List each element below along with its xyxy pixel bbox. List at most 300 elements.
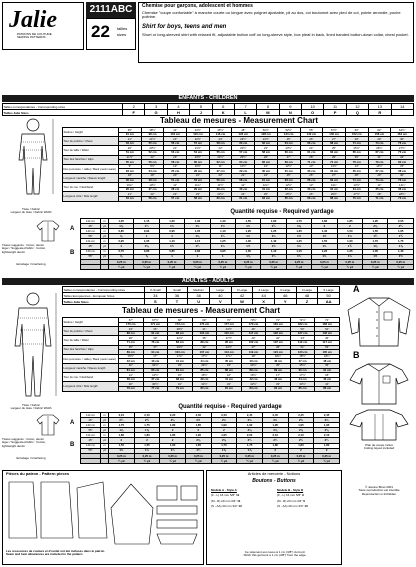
pattern-pieces-box	[2, 470, 204, 565]
measure-cell: 71½"	[290, 318, 315, 323]
interfacing-cell: ¼ yd	[134, 264, 159, 269]
aletter: U	[188, 299, 210, 305]
measure-cell: 85 cm	[192, 368, 217, 373]
measure-cell: 57 cm	[232, 150, 255, 155]
measure-cell: 84 cm	[266, 386, 291, 391]
yardage-cell: 1,95	[314, 423, 340, 428]
measure-cell: 27 cm	[209, 169, 232, 174]
copyright-line3: Reproduction is forbidden	[361, 491, 397, 496]
measure-cell: 70"	[217, 318, 242, 323]
pattern-pieces-title: Pièces du patron - Pattern pieces	[6, 471, 70, 476]
measure-cell: 17"	[266, 373, 291, 378]
interfacing-cell: 0,25 m	[314, 453, 340, 458]
yardage-cell: m	[101, 249, 109, 254]
yardage-cell: 1½	[236, 244, 261, 249]
measure-cell: 22"	[141, 155, 164, 160]
measure-cell: 14"	[119, 373, 144, 378]
interfacing-cell: 0,25 m	[388, 259, 414, 264]
aletter: Z	[296, 299, 318, 305]
measure-cell: 56 cm	[141, 196, 164, 201]
measure-cell: 76 cm	[391, 141, 414, 146]
measure-cell: 67½"	[143, 318, 168, 323]
measure-cell: 22"	[164, 192, 187, 197]
measure-cell: 130 cm	[290, 350, 315, 355]
view-a-label: A	[353, 284, 360, 294]
yardage-cell: 1,55	[363, 229, 388, 234]
measure-label: Tour de poitrine / Chest	[63, 137, 119, 146]
measure-cell: 62 cm	[255, 141, 278, 146]
measure-cell: 52"	[315, 327, 340, 332]
measure-cell: 25"	[277, 173, 300, 178]
measure-cell: 16½"	[119, 354, 144, 359]
measure-cell: 88 cm	[241, 368, 266, 373]
yardage-cell: 1,55	[109, 443, 135, 448]
yardage-cell: 2¼	[262, 438, 288, 443]
measure-cell: 10"	[164, 164, 187, 169]
model-a-box	[211, 489, 273, 509]
measure-cell: 55 cm	[209, 150, 232, 155]
measure-cell: 69"	[192, 318, 217, 323]
yardage-cell: 2⅛	[185, 438, 211, 443]
measure-cell: 67"	[119, 318, 144, 323]
measure-cell: 29 cm	[187, 187, 210, 192]
yardage-cell: 1,70	[363, 239, 388, 244]
eu: 46	[274, 293, 296, 299]
yardage-cell: 1⅔	[134, 448, 160, 453]
yardage-cell: 1,10	[210, 229, 235, 234]
yardage-cell: 1⅓	[236, 234, 261, 239]
adults-fabric-suggest: Tissus suggérés : Coton, denim léger / Suggested fabric : Cotton, lightweight denim	[2, 437, 46, 448]
cs: 8	[257, 104, 279, 110]
measure-cell: 170 cm	[119, 322, 144, 327]
measure-cell: 71 cm	[345, 178, 368, 183]
measure-cell: 53 cm	[187, 178, 210, 183]
children-view-a: A	[70, 226, 75, 232]
measure-cell: 128 cm	[255, 132, 278, 137]
interfacing-cell: ¼ yd	[109, 264, 134, 269]
measure-cell: 146 cm	[323, 132, 346, 137]
measure-cell: 14½"	[368, 164, 391, 169]
measure-cell: 89 cm	[119, 350, 144, 355]
yardage-cell: 1,40	[312, 229, 337, 234]
measure-cell: 30"	[391, 137, 414, 142]
yardage-cell: 1,30	[363, 249, 388, 254]
measure-cell: 23"	[209, 137, 232, 142]
measure-cell: 135 cm	[315, 350, 340, 355]
children-fabric-col-head: Tissu / Fabric Largeur du tissu / Fabric Width	[10, 207, 52, 215]
yardage-cell: m	[101, 413, 109, 418]
view-b-label: B	[353, 350, 360, 360]
measure-cell: 27½"	[345, 192, 368, 197]
interfacing-cell: ¼ yd	[185, 264, 210, 269]
measure-cell: 57 cm	[164, 196, 187, 201]
measure-cell: 64½"	[391, 128, 414, 133]
measure-cell: 83 cm	[143, 368, 168, 373]
measure-cell: 50½"	[255, 128, 278, 133]
yardage-cell: 1,10	[261, 249, 286, 254]
measure-label: Tour de taille / Waist	[63, 336, 119, 345]
yardage-cell: 1,45	[286, 239, 311, 244]
measure-cell: 27"	[277, 155, 300, 160]
yardage-cell: 2⅔	[288, 418, 314, 423]
yardage-cell: yd	[101, 428, 109, 433]
measure-cell: 10½"	[141, 183, 164, 188]
measure-cell: 26"	[300, 173, 323, 178]
measure-cell: 57½"	[323, 128, 346, 133]
measure-cell: 183 cm	[315, 322, 340, 327]
measure-cell: 175 cm	[192, 322, 217, 327]
yardage-cell: 1,85	[337, 219, 362, 224]
measure-cell: 42 cm	[119, 359, 144, 364]
measure-cell: 28½"	[391, 192, 414, 197]
brand-logo: Jalie	[9, 7, 57, 33]
measure-cell: 23½"	[187, 155, 210, 160]
measure-cell: 12"	[232, 183, 255, 188]
yardage-cell: 1⅛	[236, 254, 261, 259]
yardage-cell: 2¼	[134, 418, 160, 423]
measure-cell: 20"	[119, 146, 142, 151]
measure-cell: 83 cm	[241, 386, 266, 391]
interfacing-cell: 0,25 m	[109, 259, 134, 264]
brand-sub2: SEWING PATTERNS	[17, 35, 46, 40]
yardage-cell: 1,30	[185, 219, 210, 224]
measure-label: Tour du cou / Neckband	[63, 373, 119, 382]
measure-cell: 62"	[368, 128, 391, 133]
measure-cell: 34 cm	[345, 187, 368, 192]
measure-cell: 51"	[290, 345, 315, 350]
measure-cell: 68"	[168, 318, 193, 323]
yardage-cell: m	[101, 229, 109, 234]
yardage-cell: 1,15	[286, 249, 311, 254]
measure-cell: 95 cm	[217, 340, 242, 345]
measure-cell: 25"	[255, 192, 278, 197]
measure-cell: 24"	[255, 173, 278, 178]
measure-cell: 29 cm	[209, 187, 232, 192]
yardage-cell: 2⅛	[262, 428, 288, 433]
measure-cell: 32½"	[168, 336, 193, 341]
yardage-cell: 1¼	[185, 244, 210, 249]
adults-chart-title: Tableau de mesures - Measurement Chart	[121, 306, 281, 315]
yardage-cell: 2⅛	[211, 438, 237, 443]
yardage-cell: 2⅔	[211, 418, 237, 423]
measure-label: Longueur côté / Side length	[63, 192, 119, 201]
children-jalie-label: Tailles Jalie Sizes	[3, 110, 123, 116]
yardage-cell: 140 cm	[81, 229, 101, 234]
eu: 48	[296, 293, 318, 299]
measure-cell: 48 cm	[315, 359, 340, 364]
measure-cell: 37 cm	[368, 169, 391, 174]
yardage-cell: 2,10	[262, 433, 288, 438]
children-band: ENFANTS - CHILDREN	[2, 95, 414, 102]
measure-cell: 38½"	[168, 327, 193, 332]
yardage-cell: 1⅛	[134, 244, 159, 249]
eu: 34	[145, 293, 167, 299]
measure-cell: 79 cm	[168, 386, 193, 391]
interfacing-cell: 0,25 m	[185, 453, 211, 458]
measure-cell: 23"	[164, 155, 187, 160]
measure-cell: 42"	[266, 336, 291, 341]
measure-cell: 58 cm	[187, 196, 210, 201]
yardage-cell: yd	[101, 234, 109, 239]
measure-cell: 158 cm	[368, 132, 391, 137]
desc-fr: Chemise "coupe confortable" à manche courte ou longue avec poignet ajustable, pli au dos, col boutonné avec pied de col, pointe arrondie, poche poitrine.	[142, 9, 401, 20]
measure-cell: 102 cm	[241, 340, 266, 345]
measure-cell: 15½"	[192, 373, 217, 378]
measure-cell: 122 cm	[266, 331, 291, 336]
measure-cell: 29 cm	[232, 169, 255, 174]
measure-cell: 37½"	[217, 336, 242, 341]
measure-cell: 23½"	[209, 192, 232, 197]
measure-cell: 89 cm	[266, 368, 291, 373]
notions-title: Articles de mercerie - Notions	[247, 471, 301, 476]
measure-cell: 15"	[391, 164, 414, 169]
measure-label: Tour de taille / Waist	[63, 146, 119, 155]
yardage-cell: 1	[185, 254, 210, 259]
measure-cell: 34½"	[241, 363, 266, 368]
letter: R	[369, 110, 391, 116]
yardage-cell: 1,85	[185, 423, 211, 428]
measure-cell: 33 cm	[300, 169, 323, 174]
yardage-cell: yd	[101, 244, 109, 249]
yardage-cell: 2	[134, 438, 160, 443]
yardage-cell: 0,90	[185, 249, 210, 254]
yardage-cell: 2,10	[288, 433, 314, 438]
measure-cell: 179 cm	[241, 322, 266, 327]
yardage-cell: 1,80	[288, 443, 314, 448]
measure-cell: 134 cm	[277, 132, 300, 137]
yardage-cell: 114 cm	[81, 433, 101, 438]
measure-cell: 14½"	[143, 373, 168, 378]
yardage-cell: 1,95	[288, 423, 314, 428]
measure-cell: 181 cm	[266, 322, 291, 327]
yardage-cell: 140 cm	[81, 423, 101, 428]
measure-cell: 132 cm	[315, 331, 340, 336]
aletter: X	[253, 299, 275, 305]
yardage-cell: 1,50	[337, 229, 362, 234]
letter: O	[302, 110, 324, 116]
yardage-cell: 2,10	[109, 413, 135, 418]
measure-cell: 17½"	[192, 354, 217, 359]
measure-cell: 25"	[277, 137, 300, 142]
measure-cell: 41"	[192, 327, 217, 332]
yardage-cell: 1,75	[109, 423, 135, 428]
measure-cell: 66 cm	[300, 141, 323, 146]
yardage-cell: 1,20	[159, 219, 184, 224]
yardage-cell: 2,45	[314, 413, 340, 418]
adults-interfacing-label: Entoilage / Interfacing	[16, 456, 46, 460]
adults-view-b: B	[70, 442, 75, 448]
measure-cell: 117 cm	[241, 331, 266, 336]
measure-cell: 69 cm	[323, 178, 346, 183]
measure-cell: 16½"	[241, 373, 266, 378]
measure-label: Tour des hanches / Hips	[63, 155, 119, 164]
measure-cell: 70 cm	[391, 150, 414, 155]
yardage-cell: 1⅔	[236, 224, 261, 229]
measure-cell: 36 cm	[119, 377, 144, 382]
yardage-cell: 2,45	[288, 413, 314, 418]
measure-cell: 46"	[315, 336, 340, 341]
measure-cell: 39½"	[168, 345, 193, 350]
interfacing-cell: ¼ yd	[261, 264, 286, 269]
measure-cell: 80 cm	[192, 386, 217, 391]
shirt-view-a-illustration	[344, 296, 414, 348]
measure-cell: 110 cm	[217, 331, 242, 336]
yardage-cell: 1½	[363, 254, 388, 259]
adult-figure-illustration	[6, 290, 60, 400]
measure-cell: 65 cm	[277, 196, 300, 201]
model-b-title: Modèle B - Style B	[277, 488, 304, 492]
copyright-box	[344, 486, 414, 496]
measure-cell: 63 cm	[277, 178, 300, 183]
measure-cell: 43 cm	[266, 377, 291, 382]
cs: 11	[324, 104, 346, 110]
measure-cell: 64 cm	[277, 141, 300, 146]
measure-cell: 41"	[164, 128, 187, 133]
measure-cell: 112 cm	[290, 340, 315, 345]
measure-cell: 25"	[323, 146, 346, 151]
measure-cell: 31"	[368, 155, 391, 160]
measure-cell: 98 cm	[168, 331, 193, 336]
yardage-cell: 1,20	[312, 249, 337, 254]
measure-cell: 27 cm	[141, 187, 164, 192]
measure-cell: 26 cm	[187, 169, 210, 174]
copyright-line2: Toute reproduction est interdite	[358, 488, 400, 493]
measure-cell: 119 cm	[241, 350, 266, 355]
yardage-cell: 1,75	[237, 443, 263, 448]
yardage-cell: 114 cm	[81, 239, 101, 244]
measure-cell: 38 cm	[168, 377, 193, 382]
measure-cell: 21½"	[141, 137, 164, 142]
as: Large	[209, 287, 231, 293]
measure-cell: 110 cm	[187, 132, 210, 137]
adults-jalie-label: Tailles Jalie Sizes	[63, 299, 145, 305]
measure-cell: 52 cm	[141, 150, 164, 155]
measure-cell: 52½"	[277, 128, 300, 133]
measure-cell: 20½"	[141, 146, 164, 151]
measure-cell: 29"	[368, 137, 391, 142]
letter: H	[167, 110, 189, 116]
yardage-cell: 1,75	[134, 423, 160, 428]
yardage-cell: 1⅔	[312, 244, 337, 249]
yardage-cell: 1	[210, 254, 235, 259]
yardage-cell: 1,25	[261, 229, 286, 234]
adults-measurement-table	[62, 317, 340, 392]
measure-cell: 104 cm	[192, 331, 217, 336]
measure-cell: 63 cm	[323, 150, 346, 155]
measure-cell: 58 cm	[255, 150, 278, 155]
yardage-cell: 2,20	[160, 413, 186, 418]
measure-cell: 86 cm	[217, 368, 242, 373]
measure-cell: 44 cm	[192, 359, 217, 364]
pattern-pieces-illustration	[3, 478, 203, 550]
measure-cell: 71 cm	[119, 340, 144, 345]
measure-cell: 89 cm	[192, 340, 217, 345]
measure-cell: 72"	[315, 318, 340, 323]
yardage-cell: 2⅔	[314, 418, 340, 423]
measure-cell: 21"	[164, 146, 187, 151]
measure-cell: 13"	[300, 164, 323, 169]
measure-cell: 25½"	[232, 155, 255, 160]
measure-cell: 74 cm	[368, 141, 391, 146]
measure-cell: 23½"	[277, 146, 300, 151]
measure-cell: 33½"	[192, 363, 217, 368]
yardage-cell: 0,80	[134, 249, 159, 254]
yardage-cell: yd	[101, 254, 109, 259]
yardage-cell: 1	[159, 254, 184, 259]
measure-cell: 48"	[232, 128, 255, 133]
measure-cell: 11"	[164, 183, 187, 188]
yardage-cell: 1⅛	[185, 234, 210, 239]
interfacing-cell: ¼ yd	[288, 458, 314, 463]
eu: 42	[231, 293, 253, 299]
yardage-cell: 2,10	[134, 413, 160, 418]
cs: 2	[123, 104, 145, 110]
measure-cell: 16"	[217, 373, 242, 378]
yardage-cell: 1,80	[109, 433, 135, 438]
measure-cell: 68 cm	[323, 141, 346, 146]
yardage-cell: 45"	[81, 438, 101, 443]
yardage-cell: 2	[337, 224, 362, 229]
measure-cell: 49"	[266, 345, 291, 350]
measure-cell: 10¼"	[119, 183, 142, 188]
measure-cell: 30"	[119, 382, 144, 387]
measure-cell: 28"	[119, 336, 144, 341]
yardage-cell: 1¼	[134, 224, 159, 229]
measure-cell: 70½"	[241, 318, 266, 323]
measure-cell: 34"	[119, 327, 144, 332]
measure-cell: 11¼"	[187, 183, 210, 188]
yardage-cell: 1,80	[262, 443, 288, 448]
letter: G	[145, 110, 167, 116]
measure-cell: 177 cm	[217, 322, 242, 327]
yardage-cell: 2¼	[314, 438, 340, 443]
interfacing-cell: 0,25 m	[185, 259, 210, 264]
as: Medium	[188, 287, 210, 293]
adults-yardage-title: Quantité requise - Required yardage	[178, 404, 282, 410]
measure-cell: 35"	[119, 345, 144, 350]
eu: 50	[318, 293, 340, 299]
measure-label: Longueur côté / Side length	[63, 382, 119, 391]
measure-cell: 127 cm	[290, 331, 315, 336]
interfacing-cell: 0,25 m	[261, 259, 286, 264]
yardage-cell: 1	[159, 234, 184, 239]
size-count: 22	[91, 22, 110, 41]
yardage-cell: 1	[109, 244, 134, 249]
measure-cell: 46"	[241, 327, 266, 332]
interfacing-cell: 0,25 m	[286, 259, 311, 264]
measure-label: Longueur manche / Sleeve length	[63, 363, 119, 372]
shirt-view-b-illustration	[346, 362, 412, 406]
yardage-cell: 1,95	[262, 423, 288, 428]
yardage-cell: 1⅞	[109, 428, 135, 433]
measure-cell: 26½"	[368, 146, 391, 151]
yardage-cell: 45"	[81, 418, 101, 423]
measure-label: Dos (encolure > taille) / Back (neck>waist)	[63, 354, 119, 363]
measure-cell: 38 cm	[391, 169, 414, 174]
measure-cell: 12¼"	[255, 183, 278, 188]
measure-cell: 29"	[368, 173, 391, 178]
yardage-cell: 1¼	[210, 234, 235, 239]
yardage-cell: yd	[101, 418, 109, 423]
measure-cell: 36"	[143, 327, 168, 332]
measure-cell: 32"	[217, 382, 242, 387]
measure-cell: 43 cm	[143, 359, 168, 364]
measure-cell: 60 cm	[232, 141, 255, 146]
cutting-layout-note: Plan de coupe inclus Cutting layout included	[363, 443, 395, 451]
measure-cell: 140 cm	[300, 132, 323, 137]
measure-cell: 28"	[345, 137, 368, 142]
yardage-cell: 2¼	[388, 224, 414, 229]
